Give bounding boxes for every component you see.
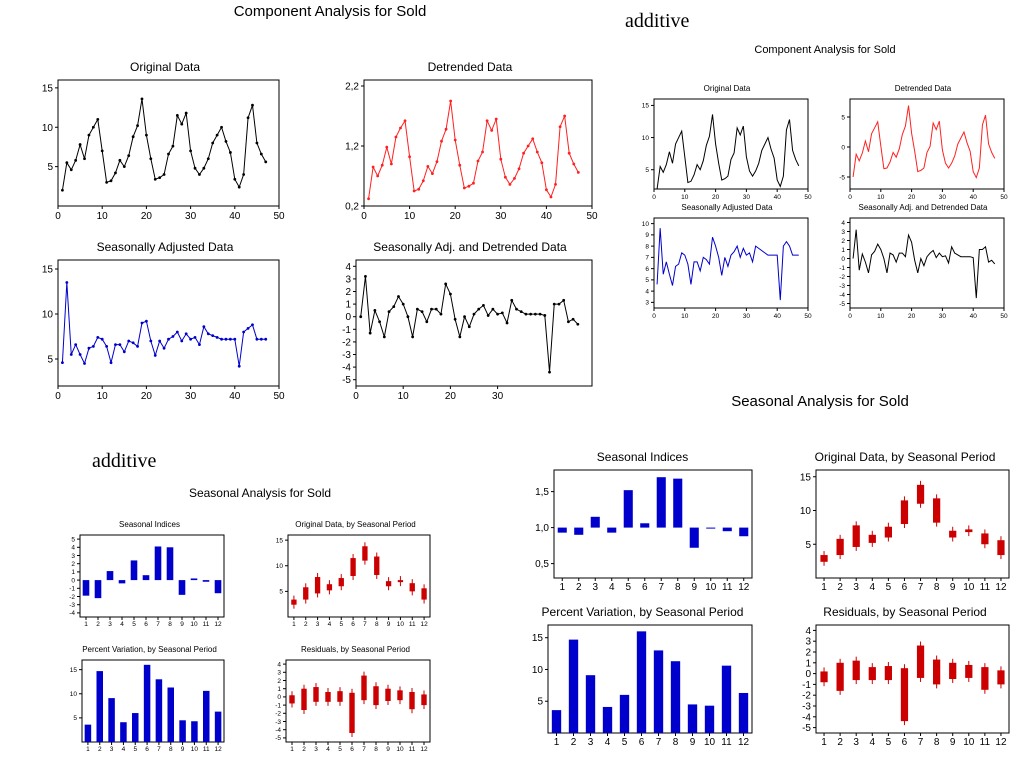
svg-text:50: 50: [1000, 313, 1008, 320]
svg-text:10: 10: [641, 134, 649, 142]
svg-text:9: 9: [949, 737, 956, 748]
svg-text:-4: -4: [69, 610, 75, 618]
svg-text:4: 4: [120, 621, 124, 628]
svg-text:-3: -3: [839, 282, 845, 290]
svg-text:6: 6: [351, 621, 355, 628]
svg-text:3: 3: [71, 552, 75, 560]
plot-area: [268, 656, 443, 756]
svg-text:12: 12: [995, 737, 1007, 748]
svg-text:11: 11: [202, 621, 210, 628]
svg-text:1: 1: [821, 737, 827, 748]
svg-text:1,0: 1,0: [535, 523, 549, 535]
svg-text:5: 5: [339, 621, 344, 628]
svg-text:1: 1: [71, 569, 75, 577]
svg-text:10: 10: [703, 737, 716, 748]
svg-text:0: 0: [841, 255, 845, 263]
svg-text:8: 8: [374, 621, 379, 628]
chart-title: Percent Variation, by Seasonal Period: [82, 645, 217, 654]
svg-text:-2: -2: [839, 273, 845, 281]
svg-text:2: 2: [277, 677, 281, 685]
svg-text:8: 8: [168, 746, 173, 753]
svg-text:1: 1: [841, 246, 845, 254]
svg-text:40: 40: [969, 194, 977, 201]
seasonal-analysis-left-title: Seasonal Analysis for Sold: [188, 486, 332, 500]
svg-text:9: 9: [645, 232, 649, 240]
svg-text:20: 20: [711, 313, 720, 320]
chart-title: Seasonally Adj. and Detrended Data: [373, 240, 567, 254]
chart-right-seasadj: [632, 203, 822, 324]
svg-text:10: 10: [641, 220, 649, 228]
svg-text:7: 7: [917, 582, 924, 593]
svg-text:-3: -3: [342, 350, 351, 361]
svg-text:10: 10: [396, 621, 405, 628]
svg-text:10: 10: [69, 691, 77, 699]
chart-percent-variation-add: [62, 645, 237, 756]
svg-text:40: 40: [540, 211, 552, 222]
svg-text:-4: -4: [802, 712, 811, 724]
svg-text:-2: -2: [342, 337, 351, 349]
svg-text:2: 2: [837, 737, 843, 748]
svg-text:4: 4: [869, 582, 876, 593]
chart-right-detrended: [828, 84, 1018, 205]
svg-text:-2: -2: [69, 593, 75, 601]
chart-seasonal-indices-add: [62, 520, 237, 631]
svg-text:40: 40: [229, 391, 241, 402]
svg-text:20: 20: [140, 391, 152, 402]
svg-text:8: 8: [933, 737, 940, 748]
svg-text:8: 8: [674, 582, 681, 593]
svg-text:1: 1: [86, 746, 90, 753]
svg-text:15: 15: [531, 633, 543, 645]
svg-text:8: 8: [168, 621, 172, 628]
svg-text:20: 20: [711, 194, 720, 201]
svg-text:50: 50: [804, 313, 812, 320]
svg-text:0: 0: [848, 313, 852, 320]
svg-text:40: 40: [229, 211, 241, 222]
svg-text:0: 0: [55, 211, 61, 222]
chart-title: Original Data, by Seasonal Period: [295, 520, 416, 529]
svg-text:-2: -2: [802, 690, 811, 702]
svg-text:12: 12: [737, 737, 750, 748]
svg-text:10: 10: [96, 211, 108, 222]
chart-title: Seasonally Adj. and Detrended Data: [858, 203, 988, 212]
svg-text:30: 30: [742, 313, 751, 320]
svg-text:5: 5: [885, 737, 892, 748]
svg-text:4: 4: [345, 261, 351, 273]
plot-area: [330, 76, 610, 226]
svg-text:50: 50: [804, 194, 812, 201]
svg-text:5: 5: [537, 696, 543, 708]
chart-title: Original Data, by Seasonal Period: [814, 450, 996, 464]
svg-text:6: 6: [145, 746, 149, 753]
svg-text:40: 40: [773, 194, 781, 201]
svg-text:4: 4: [841, 219, 845, 227]
svg-text:30: 30: [185, 211, 197, 222]
svg-text:0: 0: [361, 211, 367, 222]
svg-text:10: 10: [963, 737, 975, 748]
svg-text:0: 0: [55, 391, 61, 402]
svg-text:10: 10: [41, 309, 53, 321]
svg-text:4: 4: [121, 746, 126, 753]
chart-title: Original Data: [129, 60, 201, 74]
svg-text:7: 7: [156, 621, 160, 628]
svg-text:5: 5: [47, 354, 53, 366]
svg-text:4: 4: [327, 621, 332, 628]
svg-text:8: 8: [645, 243, 649, 251]
svg-text:3: 3: [805, 636, 811, 648]
svg-text:0: 0: [71, 577, 75, 585]
svg-text:-5: -5: [839, 300, 845, 308]
svg-text:-5: -5: [839, 174, 845, 182]
svg-text:6: 6: [645, 265, 649, 273]
svg-text:11: 11: [721, 737, 732, 748]
svg-text:30: 30: [938, 194, 947, 201]
svg-text:-3: -3: [275, 718, 281, 726]
chart-title: Seasonal Indices: [596, 450, 689, 464]
plot-area: [828, 214, 1018, 324]
svg-text:10: 10: [190, 746, 199, 753]
chart-title: Seasonally Adjusted Data: [96, 240, 234, 254]
chart-original-by-period-add: [268, 520, 443, 631]
svg-text:9: 9: [386, 621, 391, 628]
svg-text:1: 1: [805, 658, 811, 670]
svg-text:-5: -5: [342, 375, 351, 387]
plot-area: [30, 256, 300, 406]
chart-title: Original Data: [703, 84, 751, 93]
svg-text:30: 30: [742, 194, 751, 201]
svg-text:2: 2: [97, 746, 102, 753]
svg-text:2: 2: [805, 647, 811, 659]
svg-text:20: 20: [444, 391, 456, 402]
svg-text:11: 11: [408, 746, 416, 753]
svg-text:50: 50: [586, 211, 598, 222]
plot-area: [632, 95, 822, 205]
svg-text:3: 3: [587, 737, 594, 748]
svg-text:30: 30: [495, 211, 507, 222]
svg-text:2: 2: [96, 621, 100, 628]
svg-text:6: 6: [638, 737, 645, 748]
svg-text:5: 5: [645, 167, 649, 175]
svg-text:0,2: 0,2: [345, 201, 359, 213]
svg-text:15: 15: [641, 102, 649, 110]
svg-text:1: 1: [553, 737, 560, 748]
component-analysis-left-title: Component Analysis for Sold: [233, 3, 427, 20]
svg-text:2: 2: [570, 737, 577, 748]
svg-text:10: 10: [681, 313, 689, 320]
svg-text:5: 5: [625, 582, 632, 593]
chart-residuals-by-period-mult: [790, 605, 1020, 751]
svg-text:9: 9: [691, 582, 698, 593]
svg-text:5: 5: [132, 621, 136, 628]
svg-text:3: 3: [592, 582, 599, 593]
chart-title: Residuals, by Seasonal Period: [301, 645, 410, 654]
svg-text:4: 4: [645, 288, 649, 296]
svg-text:6: 6: [641, 582, 648, 593]
svg-text:-3: -3: [69, 602, 75, 609]
svg-text:5: 5: [338, 746, 342, 753]
svg-text:0: 0: [652, 194, 656, 201]
chart-right-seasadj-detrended: [828, 203, 1018, 324]
chart-left-seasadj-detrended: [330, 240, 610, 406]
plot-area: [520, 621, 765, 751]
svg-text:10: 10: [41, 122, 53, 134]
svg-text:3: 3: [277, 669, 281, 677]
svg-text:3: 3: [314, 746, 318, 753]
svg-text:10: 10: [96, 391, 108, 402]
svg-text:2: 2: [345, 287, 351, 298]
svg-text:12: 12: [995, 582, 1007, 593]
plot-area: [790, 621, 1020, 751]
plot-area: [30, 76, 300, 226]
chart-title: Seasonal Indices: [119, 520, 180, 529]
svg-text:-4: -4: [275, 727, 281, 734]
plot-area: [330, 256, 610, 406]
chart-residuals-by-period-add: [268, 645, 443, 756]
svg-text:-1: -1: [342, 324, 351, 336]
svg-text:3: 3: [853, 737, 859, 748]
svg-text:15: 15: [41, 83, 53, 95]
svg-text:0: 0: [277, 694, 281, 702]
svg-text:50: 50: [1000, 194, 1008, 201]
svg-text:11: 11: [722, 582, 733, 593]
svg-text:4: 4: [71, 544, 75, 552]
svg-text:20: 20: [907, 194, 916, 201]
svg-text:1,2: 1,2: [345, 141, 359, 153]
svg-text:12: 12: [214, 621, 222, 628]
svg-text:0: 0: [353, 391, 359, 402]
svg-text:0: 0: [652, 313, 656, 320]
svg-text:12: 12: [738, 582, 750, 593]
svg-text:10: 10: [397, 391, 409, 402]
svg-text:1,5: 1,5: [535, 487, 549, 499]
svg-text:1: 1: [559, 582, 566, 593]
svg-text:5: 5: [645, 277, 649, 285]
chart-title: Detrended Data: [894, 84, 952, 93]
svg-text:7: 7: [658, 582, 665, 593]
svg-text:9: 9: [180, 746, 185, 753]
svg-text:5: 5: [71, 536, 75, 544]
svg-text:7: 7: [362, 746, 366, 753]
svg-text:0: 0: [848, 194, 852, 201]
svg-text:10: 10: [275, 563, 283, 571]
svg-text:6: 6: [350, 746, 354, 753]
svg-text:0: 0: [345, 312, 351, 324]
svg-text:1: 1: [345, 299, 351, 311]
svg-text:9: 9: [949, 582, 956, 593]
svg-text:8: 8: [933, 582, 940, 593]
svg-text:5: 5: [841, 114, 845, 122]
svg-text:11: 11: [979, 737, 991, 748]
svg-text:20: 20: [140, 211, 152, 222]
svg-text:3: 3: [853, 582, 859, 593]
svg-text:8: 8: [374, 746, 378, 753]
svg-text:5: 5: [279, 588, 283, 596]
svg-text:3: 3: [315, 621, 320, 628]
svg-text:-4: -4: [839, 291, 845, 299]
svg-text:1: 1: [277, 686, 281, 693]
svg-text:4: 4: [608, 582, 615, 593]
chart-title: Percent Variation, by Seasonal Period: [541, 605, 744, 619]
svg-text:10: 10: [877, 194, 885, 201]
svg-text:-5: -5: [802, 723, 811, 735]
svg-text:40: 40: [773, 313, 781, 320]
additive-label-bottom: additive: [92, 450, 157, 472]
svg-text:3: 3: [109, 746, 114, 753]
svg-text:30: 30: [938, 313, 947, 320]
svg-text:10: 10: [190, 621, 198, 628]
additive-label-top: additive: [625, 10, 690, 32]
plot-area: [62, 531, 237, 631]
plot-area: [790, 466, 1020, 596]
svg-text:7: 7: [645, 254, 649, 262]
svg-text:4: 4: [604, 737, 611, 748]
svg-text:-3: -3: [802, 701, 811, 713]
svg-text:2: 2: [302, 746, 306, 753]
svg-text:2: 2: [71, 561, 75, 568]
svg-text:9: 9: [689, 737, 696, 748]
svg-text:4: 4: [326, 746, 330, 753]
svg-text:1: 1: [290, 746, 294, 753]
svg-text:20: 20: [449, 211, 461, 222]
svg-text:3: 3: [645, 299, 649, 307]
chart-left-seasadj: [30, 240, 300, 406]
svg-text:50: 50: [273, 211, 285, 222]
svg-text:12: 12: [420, 621, 428, 628]
svg-text:3: 3: [108, 621, 112, 628]
svg-text:20: 20: [907, 313, 916, 320]
svg-text:2: 2: [303, 621, 308, 628]
svg-text:-1: -1: [69, 585, 75, 593]
chart-title: Residuals, by Seasonal Period: [823, 605, 987, 619]
component-analysis-right-title: Component Analysis for Sold: [754, 44, 896, 56]
svg-text:1: 1: [84, 621, 88, 628]
svg-text:1: 1: [292, 621, 296, 628]
svg-text:10: 10: [404, 211, 416, 222]
plot-area: [62, 656, 237, 756]
svg-text:6: 6: [901, 582, 908, 593]
svg-text:0: 0: [805, 669, 811, 681]
svg-text:5: 5: [47, 162, 53, 174]
plot-area: [632, 214, 822, 324]
svg-text:5: 5: [73, 715, 77, 723]
svg-text:15: 15: [799, 472, 811, 484]
svg-text:-5: -5: [275, 735, 281, 743]
svg-text:-1: -1: [839, 264, 845, 272]
svg-text:15: 15: [41, 264, 53, 276]
svg-text:30: 30: [492, 391, 504, 402]
svg-text:-1: -1: [802, 679, 811, 691]
svg-text:9: 9: [180, 621, 184, 628]
plot-area: [520, 466, 765, 596]
chart-left-original: [30, 60, 300, 226]
svg-text:7: 7: [363, 621, 367, 628]
chart-right-original: [632, 84, 822, 205]
svg-text:5: 5: [805, 539, 811, 551]
svg-text:-1: -1: [275, 702, 281, 710]
svg-text:30: 30: [185, 391, 197, 402]
svg-text:10: 10: [705, 582, 717, 593]
svg-text:5: 5: [133, 746, 138, 753]
svg-text:10: 10: [799, 506, 811, 517]
svg-text:12: 12: [214, 746, 222, 753]
svg-text:6: 6: [144, 621, 148, 628]
svg-text:15: 15: [69, 666, 77, 674]
svg-text:1: 1: [821, 582, 827, 593]
svg-text:3: 3: [841, 228, 845, 236]
svg-text:2,2: 2,2: [345, 81, 359, 93]
svg-text:10: 10: [531, 664, 543, 676]
seasonal-analysis-right-title: Seasonal Analysis for Sold: [731, 393, 909, 410]
svg-text:8: 8: [672, 737, 679, 748]
svg-text:4: 4: [869, 737, 876, 748]
svg-text:2: 2: [841, 237, 845, 245]
svg-text:2: 2: [575, 582, 582, 593]
plot-area: [268, 531, 443, 631]
svg-text:11: 11: [202, 746, 210, 753]
svg-text:4: 4: [805, 625, 811, 637]
svg-text:6: 6: [901, 737, 908, 748]
svg-text:-4: -4: [342, 362, 351, 374]
chart-original-by-period-mult: [790, 450, 1020, 596]
svg-text:9: 9: [386, 746, 390, 753]
svg-text:2: 2: [837, 582, 843, 593]
svg-text:10: 10: [963, 582, 975, 593]
svg-text:11: 11: [979, 582, 991, 593]
svg-text:15: 15: [275, 537, 283, 545]
plot-area: [828, 95, 1018, 205]
svg-text:5: 5: [621, 737, 628, 748]
chart-percent-variation-mult: [520, 605, 765, 751]
svg-text:11: 11: [408, 621, 416, 628]
svg-text:50: 50: [273, 391, 285, 402]
chart-seasonal-indices-mult: [520, 450, 765, 596]
chart-left-detrended: [330, 60, 610, 226]
svg-text:10: 10: [877, 313, 885, 320]
svg-text:0,5: 0,5: [535, 559, 549, 571]
svg-text:10: 10: [681, 194, 689, 201]
svg-text:10: 10: [396, 746, 404, 753]
chart-title: Seasonally Adjusted Data: [681, 203, 773, 212]
svg-text:0: 0: [841, 144, 845, 152]
chart-title: Detrended Data: [427, 60, 513, 74]
svg-text:7: 7: [157, 746, 161, 753]
svg-text:12: 12: [420, 746, 428, 753]
svg-text:-2: -2: [275, 710, 281, 718]
svg-text:4: 4: [277, 661, 281, 669]
svg-text:3: 3: [345, 274, 351, 286]
svg-text:40: 40: [969, 313, 977, 320]
svg-text:7: 7: [655, 737, 662, 748]
svg-text:5: 5: [885, 582, 892, 593]
svg-text:7: 7: [917, 737, 924, 748]
